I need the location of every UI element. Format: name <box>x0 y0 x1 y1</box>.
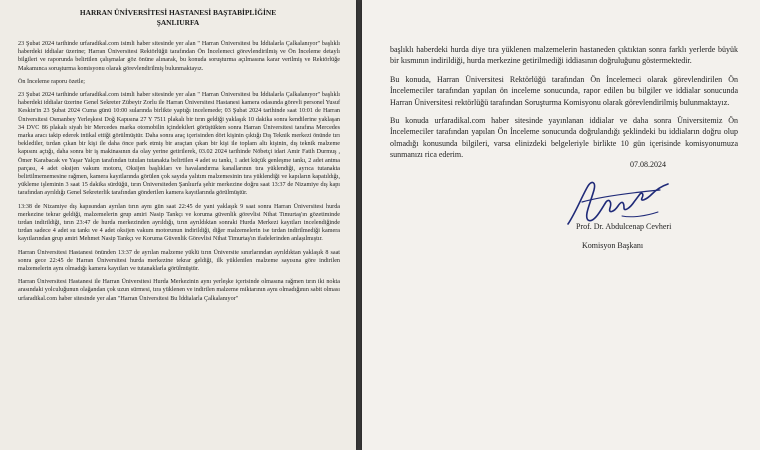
right-body-text <box>390 44 738 168</box>
paragraph-night-return: 13:38 de Nizamiye dış kapısından ayrılan tırın aynı gün saat 22:45 de yani yaklaşık 9 saat sonra Harran Üniversitesi hurda merkezine tekrar geldiği, malzemelerin grup amiri Nasip Tankçı ve koruma güvenlik görevlisi Nihat Timurtaş'ın gözetiminde tırdan indirildiği, tırın 23:47 de hurda merkezinden ayrıldığı, tırın ayrıldıktan sonraki Hurda Merkezi kayıtları incelendiğinde tırdan sadece 4 adet su tankı ve 4 adet oksijen vakum motorunun indirildiği, diğer malzemelerin ise tırdan indirilmediği kamera kayıtlarından grup amiri Mehmet Nasip Tankçı ve Koruma Güvenlik Görevlisi Nihat Timurtaş'ın ifadelerinden anlaşılmıştır. <box>18 203 340 243</box>
paragraph-intro: 23 Şubat 2024 tarihinde urfaradikal.com isimli haber sitesinde yer alan " Harran Üniversitesi bu İddialarla Çalkalanıyor" başlıklı haberdeki iddialar üzerine; Harran Üniversitesi Rektörlüğü tarafından Ön İncelemeci görevlendirilmiş ve Ön İnceleme detaylı bilgileri ve raporunda belirtilen çalışmalar göz önüne alınarak, bu konuda soruşturma açılmasına karar verilmiş ve Rektörlüğe Makamınca soruşturma komisyonu olarak görevlendirilmiş bulunmaktayız. <box>18 41 340 72</box>
signer-name: Prof. Dr. Abdulcenap Cevheri <box>576 222 672 231</box>
letter-recipient-city: ŞANLIURFA <box>156 17 200 27</box>
letter-recipient-header: HARRAN ÜNİVERSİTESİ HASTANESİ BAŞTABİPLİĞİNE <box>79 8 277 17</box>
paragraph-material-mismatch: Harran Üniversitesi Hastanesi önünden 13:37 de ayrılan malzeme yüklü tırın Üniversite sınırlarından ayrıldıktan yaklaşık 8 saat sonra gece 22:45 de Harran Üniversitesi hurda merkezine tekrar geldiği, ilk yüklenilen malzeme sayısına göre indirilen malzemelerin aynı olmadığı kamera kayıtları ve tutanaklarla görülmüştür. <box>18 249 340 273</box>
paragraph-commission-assignment: Bu konuda, Harran Üniversitesi Rektörlüğü tarafından Ön İncelemeci olarak görevlendirilen Ön İncelemeciler tarafından yapılan ön inceleme sonucunda, rapor edilen bu bilgiler ve iddialar sonucunda Harran Üniversitesi rektörlüğü tarafından Soruşturma Komisyonu olarak görevlendirilmiş bulunmaktayız. <box>390 74 738 107</box>
paragraph-conclusion-start: Harran Üniversitesi Hastanesi ile Harran Üniversitesi Hurda Merkezinin aynı yerleşke içerisinde olmasına rağmen tırın iki nokta arasındaki yolculuğunun olağandan çok uzun sürmesi, tıra yüklenen ve indirilen malzeme miktarının aynı olmadığının sabit olması urfaradikal.com haber sitesinde yer alan "Harran Üniversitesi Bu İddialarla Çalkalanıyor" <box>18 279 340 302</box>
paragraph-summary-heading: Ön İnceleme raporu özetle; <box>18 78 86 85</box>
paragraph-continuation: başlıklı haberdeki hurda diye tıra yüklenen malzemelerin hastaneden çıktıktan sonra farklı yerlerde büyük bir kısmının indirildiği, hurda merkezine getirilmediği iddiasının doğruluğunu göstermektedir. <box>390 45 738 66</box>
document-page-right <box>362 0 760 450</box>
signer-title: Komisyon Başkanı <box>582 241 644 250</box>
letter-date: 07.08.2024 <box>630 160 666 169</box>
left-body-text <box>18 40 340 308</box>
paragraph-report-detail: 23 Şubat 2024 tarihinde urfaradikal.com isimli haber sitesinde yer alan " Harran Üniversitesi bu İddialarla Çalkalanıyor" başlıklı haberdeki iddialar üzerine Genel Sekreter Zübeyir Zorlu ile Harran Üniversitesi Hastanesi kamera odasında görevli personel Yusuf Keskin'in 23 Şubat 2024 Cuma günü 10:00 sularında birlikte yaptığı incelemede; 03 Şubat 2024 tarihinde saat 10:01 de Harran Üniversitesi Osmanbey Yerleşkesi Doğ Kapısına 27 Y 7511 plakalı bir tırın geldiği yaklaşık 10 dakika sonra kendilerine yaklaşan 34 DVC 86 plakalı siyah bir Mercedes marka otomobilin içindekileri görüştükten sonra Harran Üniversitesi tarafına Mercedes marka aracı takip ederek intikal ettiği görülmüştür. Daha sonra araç içerisinden dört kişinin çıktığı Dış Teknik merkezi önünde tırı beklediler, tırdan çıkan bir kişi ile daha önce park etmiş bir araçtan çıkan bir kişi ile toplam altı kişinin, dış teknik malzeme kapısını açtığı, daha sonra bir iş makinasının da olay yerine getirilerek, 03.02 2024 tarihinde Nöbetçi idari Amir Fatih Durmuş , Ömer Karabacak ve Yaşar Yalçın tarafından tutulan tutanakta belirtilen 4 adet su tankı, 1 adet küçük genleşme tankı, 2 adet antma parçası, 4 adet oksijen vakum motoru, Oksijen başlıkları ve havalandırma kanallarının tıra yüklendiği, ayrıca tutanakta belirtilmememesine rağmen, kamera kayıtlarında görülen çok sayıda yalıtım malzemesinin tıra yüklendiği ve kapıların kapatıldığı, yükleme işleminin 3 saat 15 dakika sürdüğü, tırın Üniversiteden Şanlıurfa şehir merkezine doğru saat 13:37 de Nizamiye dış kapı tarafından ayrıldığı Genel Sekreterlik tarafından gönderilen kamera kayıtlarında görülmüştür. <box>18 92 340 197</box>
paragraph-request: Bu konuda urfaradikal.com haber sitesinde yayınlanan iddialar ve daha sonra Üniversitemiz Ön İncelemeciler tarafından yapılan Ön İnceleme sonucunda doğrulandığı şeklindeki bu iddiaların doğru olup olmadığı konusunda bilgileri, varsa elinizdeki belgeleriyle birlikte 10 gün içerisinde komisyonumuza sunmanızı rica ederim. <box>390 116 738 160</box>
document-page-left <box>0 0 356 450</box>
